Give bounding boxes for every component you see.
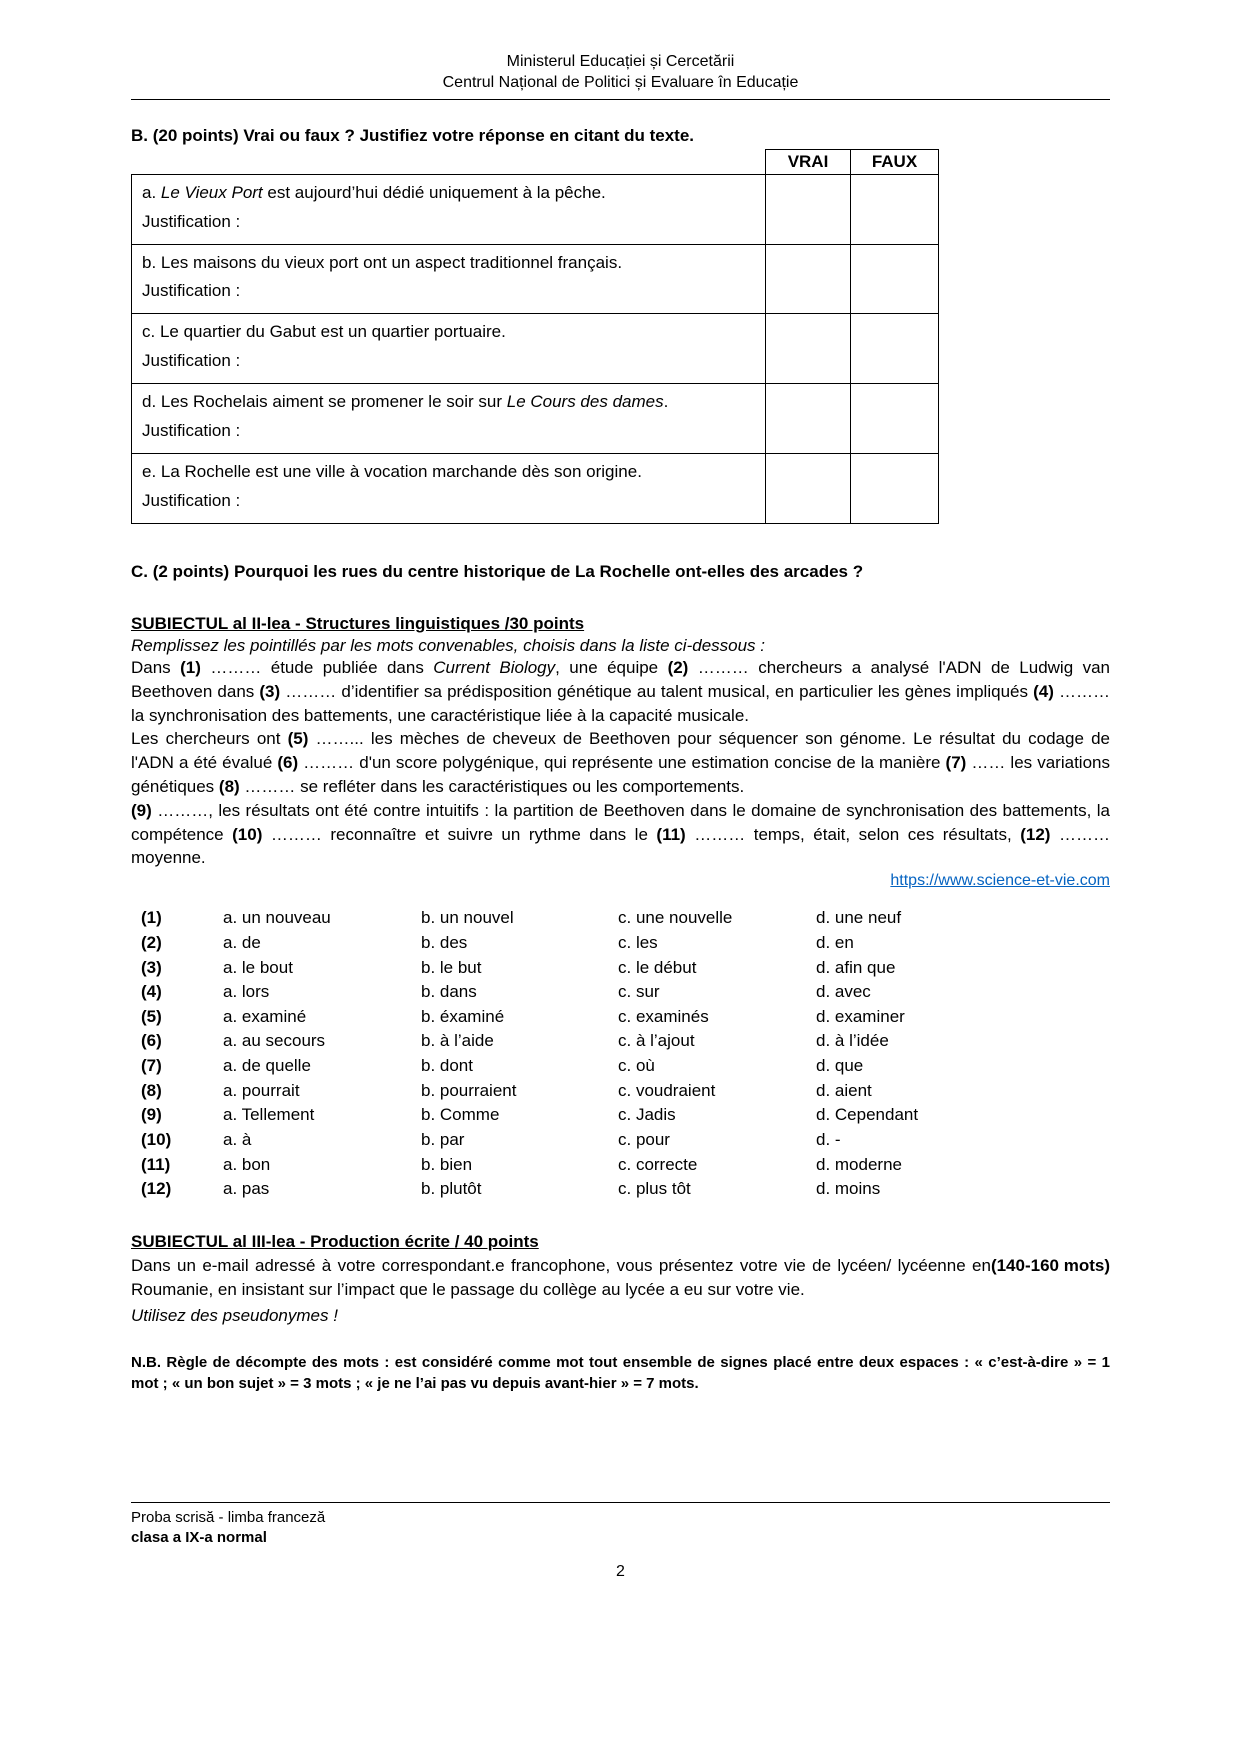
option-c: c. Jadis: [618, 1105, 676, 1125]
options-row: [131, 931, 1110, 956]
option-b: b. bien: [421, 1154, 473, 1174]
word-count-requirement: (140-160 mots): [990, 1255, 1110, 1275]
option-a: a. lors: [223, 982, 270, 1002]
option-b: b. pourraient: [421, 1080, 517, 1100]
subiect2-paragraph-2: Les chercheurs ont (5) ……... les mèches de cheveux de Beethoven pour séquencer son génome. Le résultat du codage de l'ADN a été évalué (6) ……… d'un score polygénique, qui représente une estimation concise de la manière (7) …… les variations génétiques (8) ……… se refléter dans les caractéristiques ou les comportements.: [131, 729, 1110, 797]
justification-label: Justification :: [142, 421, 241, 441]
subiect2-instruction: Remplissez les pointillés par les mots convenables, choisis dans la liste ci-dessous :: [131, 636, 766, 656]
option-a: a. bon: [223, 1154, 271, 1174]
option-a: a. de: [223, 932, 261, 952]
option-d: d. que: [816, 1056, 864, 1076]
option-a: a. un nouveau: [223, 908, 331, 928]
subiect2-paragraph-3: (9) ………, les résultats ont été contre intuitifs : la partition de Beethoven dans le domaine de synchronisation des battements, la compétence (10) ……… reconnaître et suivre un rythme dans le (11) ……… temps, était, selon ces résultats, (12) ……… moyenne.: [131, 800, 1110, 868]
option-b: b. dans: [421, 982, 477, 1002]
empty-header-cell: [132, 149, 766, 174]
options-row: [131, 1177, 1110, 1202]
options-grid: [131, 906, 1110, 1202]
option-a: a. Tellement: [223, 1105, 315, 1125]
faux-answer-cell: [851, 244, 939, 314]
section-c-title: C. (2 points) Pourquoi les rues du centre historique de La Rochelle ont-elles des arcades ?: [131, 562, 864, 582]
option-b: b. dont: [421, 1056, 473, 1076]
option-d: d. examiner: [816, 1006, 905, 1026]
option-number: (4): [141, 982, 162, 1002]
option-number: (11): [141, 1154, 171, 1174]
faux-column-header: FAUX: [851, 149, 939, 174]
subiect2-paragraph-1: Dans (1) ……… étude publiée dans Current Biology, une équipe (2) ……… chercheurs a analysé l'ADN de Ludwig van Beethoven dans (3) ……… d’identifier sa prédisposition génétique au talent musical, en particulier les gènes impliqués (4) ……… la synchronisation des battements, une caractéristique liée à la capacité musicale.: [131, 658, 1110, 725]
option-c: c. sur: [618, 982, 660, 1002]
statement-cell: [132, 384, 766, 454]
options-row: [131, 1005, 1110, 1030]
option-number: (7): [141, 1056, 162, 1076]
faux-answer-cell: [851, 384, 939, 454]
production-task-text: Dans un e-mail adressé à votre correspondant.e francophone, vous présentez votre vie de lycéen/ lycéenne en Roumanie, en insistant sur l’impact que le passage du collège au lycée a eu sur votre vie.: [131, 1255, 991, 1299]
table-row: [132, 384, 939, 454]
option-a: a. pourrait: [223, 1080, 300, 1100]
vrai-answer-cell: [766, 314, 851, 384]
option-number: (5): [141, 1006, 162, 1026]
option-number: (2): [141, 932, 162, 952]
pseudonyms-note: Utilisez des pseudonymes !: [131, 1305, 338, 1325]
justification-label: Justification :: [142, 351, 241, 371]
vrai-answer-cell: [766, 384, 851, 454]
option-b: b. à l’aide: [421, 1031, 494, 1051]
options-row: [131, 1029, 1110, 1054]
justification-label: Justification :: [142, 211, 241, 231]
option-d: d. afin que: [816, 957, 896, 977]
option-d: d. une neuf: [816, 908, 902, 928]
subiect2-heading: SUBIECTUL al II-lea - Structures linguistiques /30 points: [131, 614, 585, 634]
source-link-line: [131, 872, 1110, 890]
option-b: b. éxaminé: [421, 1006, 505, 1026]
statement-cell: [132, 454, 766, 524]
option-a: a. le bout: [223, 957, 293, 977]
faux-answer-cell: [851, 454, 939, 524]
option-b: b. plutôt: [421, 1179, 482, 1199]
option-number: (8): [141, 1080, 162, 1100]
option-number: (3): [141, 957, 162, 977]
statement-cell: [132, 314, 766, 384]
vrai-answer-cell: [766, 174, 851, 244]
option-a: a. pas: [223, 1179, 270, 1199]
word-count-rule-note: N.B. Règle de décompte des mots : est considéré comme mot tout ensemble de signes placé entre deux espaces : « c’est-à-dire » = 1 mot ; « un bon sujet » = 3 mots ; « je ne l’ai pas vu depuis avant-hier » = 7 mots.: [131, 1353, 1110, 1393]
options-row: [131, 1103, 1110, 1128]
footer-class-name: clasa a IX-a normal: [131, 1529, 267, 1547]
table-row: [132, 314, 939, 384]
option-d: d. en: [816, 932, 854, 952]
center-title: Centrul Național de Politici și Evaluare în Educație: [442, 73, 799, 91]
statement-text: e. La Rochelle est une ville à vocation marchande dès son origine.: [142, 462, 642, 482]
option-b: b. Comme: [421, 1105, 500, 1125]
production-task: [131, 1254, 1110, 1302]
statement-cell: [132, 244, 766, 314]
option-c: c. voudraient: [618, 1080, 716, 1100]
options-row: [131, 906, 1110, 931]
option-d: d. moderne: [816, 1154, 902, 1174]
option-b: b. le but: [421, 957, 482, 977]
options-row: [131, 956, 1110, 981]
options-row: [131, 980, 1110, 1005]
section-b-title: B. (20 points) Vrai ou faux ? Justifiez votre réponse en citant du texte.: [131, 125, 695, 145]
justification-label: Justification :: [142, 281, 241, 301]
option-d: d. avec: [816, 982, 871, 1002]
option-c: c. où: [618, 1056, 655, 1076]
option-b: b. des: [421, 932, 468, 952]
option-c: c. correcte: [618, 1154, 698, 1174]
statement-text: c. Le quartier du Gabut est un quartier portuaire.: [142, 322, 506, 342]
options-row: [131, 1054, 1110, 1079]
option-d: d. -: [816, 1130, 841, 1150]
options-row: [131, 1153, 1110, 1178]
option-b: b. un nouvel: [421, 908, 514, 928]
option-d: d. à l’idée: [816, 1031, 889, 1051]
justification-label: Justification :: [142, 491, 241, 511]
source-link[interactable]: https://www.science-et-vie.com: [890, 872, 1110, 890]
table-row: [132, 454, 939, 524]
vrai-answer-cell: [766, 454, 851, 524]
option-b: b. par: [421, 1130, 465, 1150]
option-a: a. de quelle: [223, 1056, 311, 1076]
page-number: 2: [616, 1562, 625, 1580]
subiect3-heading: SUBIECTUL al III-lea - Production écrite / 40 points: [131, 1231, 539, 1251]
ministry-title: Ministerul Educației și Cercetării: [506, 53, 735, 70]
option-c: c. examinés: [618, 1006, 709, 1026]
faux-answer-cell: [851, 314, 939, 384]
option-number: (1): [141, 908, 162, 928]
statement-cell: [132, 174, 766, 244]
option-number: (12): [141, 1179, 172, 1199]
statement-text: a. Le Vieux Port est aujourd’hui dédié uniquement à la pêche.: [142, 182, 606, 202]
vrai-answer-cell: [766, 244, 851, 314]
option-c: c. à l’ajout: [618, 1031, 695, 1051]
vrai-faux-table: [131, 149, 939, 525]
option-c: c. une nouvelle: [618, 908, 733, 928]
option-d: d. aient: [816, 1080, 872, 1100]
option-d: d. moins: [816, 1179, 881, 1199]
faux-answer-cell: [851, 174, 939, 244]
statement-text: b. Les maisons du vieux port ont un aspect traditionnel français.: [142, 252, 623, 272]
option-a: a. au secours: [223, 1031, 326, 1051]
option-number: (6): [141, 1031, 162, 1051]
option-c: c. le début: [618, 957, 697, 977]
document-footer: [131, 1502, 1110, 1582]
document-header: [131, 52, 1110, 100]
footer-exam-name: Proba scrisă - limba franceză: [131, 1509, 326, 1526]
table-header-row: [132, 149, 939, 174]
option-d: d. Cependant: [816, 1105, 919, 1125]
statement-text: d. Les Rochelais aiment se promener le soir sur Le Cours des dames.: [142, 392, 669, 412]
option-number: (9): [141, 1105, 162, 1125]
option-c: c. les: [618, 932, 658, 952]
option-number: (10): [141, 1130, 172, 1150]
option-a: a. examiné: [223, 1006, 307, 1026]
table-row: [132, 174, 939, 244]
table-row: [132, 244, 939, 314]
option-c: c. plus tôt: [618, 1179, 691, 1199]
options-row: [131, 1079, 1110, 1104]
options-row: [131, 1128, 1110, 1153]
option-c: c. pour: [618, 1130, 670, 1150]
option-a: a. à: [223, 1130, 252, 1150]
vrai-column-header: VRAI: [766, 149, 851, 174]
